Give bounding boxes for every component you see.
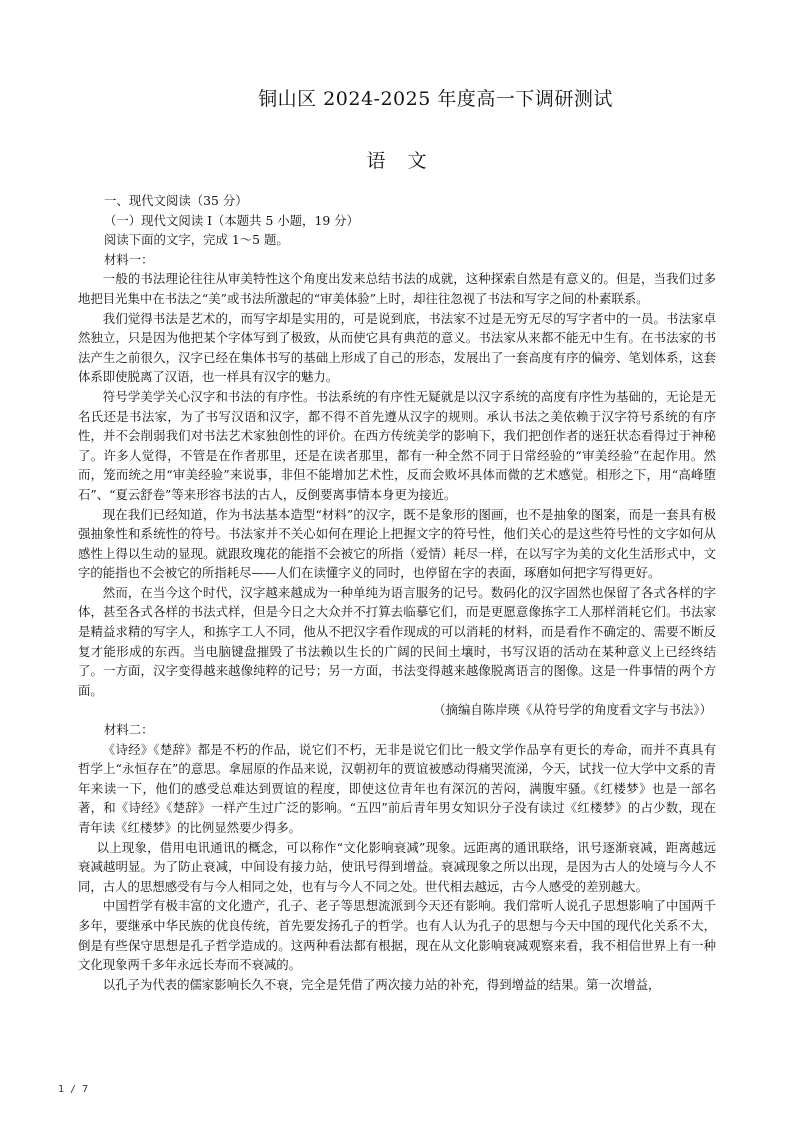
page-number: 1 / 7 (58, 1084, 89, 1095)
subsection-heading: （一）现代文阅读 I（本题共 5 小题，19 分） (104, 212, 359, 228)
material-two-paragraph: 以孔子为代表的儒家影响长久不衰，完全是凭借了两次接力站的补充，得到增益的结果。第一次增益， (102, 976, 661, 992)
reading-instruction: 阅读下面的文字，完成 1～5 题。 (104, 232, 289, 248)
material-one-paragraph: 一般的书法理论往往从审美特性这个角度出发来总结书法的成就，这种探索自然是有意义的。但是，当我们过多地把目光集中在书法之“美”或书法所激起的“审美体验”上时，却往往忽视了书法和写字之间的朴素联系。 (78, 271, 716, 306)
material-one-label: 材料一： (104, 251, 154, 267)
exam-title: 铜山区 2024-2025 年度高一下调研测试 (258, 88, 613, 110)
material-one-paragraph: 符号学美学关心汉字和书法的有序性。书法系统的有序性无疑就是以汉字系统的高度有序性为基础的，无论是无名氏还是书法家，为了书写汉语和汉字，都不得不首先遵从汉字的规则。承认书法之美依赖于汉字符号系统的有序性，并不会削弱我们对书法艺术家独创性的评价。在西方传统美学的影响下，我们把创作者的迷狂状态看得过于神秘了。许多人觉得，不管是在作者那里，还是在读者那里，都有一种全然不同于日常经验的“审美经验”在起作用。然而，笼而统之用“审美经验”来说事，非但不能增加艺术性，反而会败坏具体而微的艺术感觉。相形之下，用“高峰堕石”、“夏云舒卷”等来形容书法的古人，反倒要离事情本身更为接近。 (78, 388, 716, 502)
subject-title: 语文 (366, 150, 449, 172)
material-two-paragraph: 中国哲学有极丰富的文化遗产，孔子、老子等思想流派到今天还有影响。我们常听人说孔子思想影响了中国两千多年，要继承中华民族的优良传统，首先要发扬孔子的哲学。也有人认为孔子的思想与今天中国的现代化关系不大，倒是有些保守思想是孔子哲学造成的。这两种看法都有根据，现在从文化影响衰减观察来看，我不相信世界上有一种文化现象两千多年永远长寿而不衰减的。 (78, 898, 716, 973)
material-two-paragraph: 《诗经》《楚辞》都是不朽的作品，说它们不朽，无非是说它们比一般文学作品享有更长的寿命，而并不真具有哲学上“永恒存在”的意思。拿屈原的作品来说，汉朝初年的贾谊被感动得痛哭流涕，今天，试找一位大学中文系的青年来读一下，他们的感受总难达到贾谊的程度，即使这位青年也有深沉的苦闷，满腹牢骚。《红楼梦》也是一部名著，和《诗经》《楚辞》一样产生过广泛的影响。“五四”前后青年男女知识分子没有读过《红楼梦》的占少数，现在青年读《红楼梦》的比例显然要少得多。 (78, 741, 716, 835)
material-two-label: 材料二： (104, 722, 154, 738)
material-one-source: （摘编自陈岸瑛《从符号学的角度看文字与书法》） (433, 702, 712, 718)
exam-content (78, 191, 716, 994)
section-heading: 一、现代文阅读（35 分） (104, 193, 248, 208)
material-one-paragraph: 我们觉得书法是艺术的，而写字却是实用的，可是说到底，书法家不过是无穷无尽的写字者中的一员。书法家卓然独立，只是因为他把某个字体写到了极致，从而使它具有典范的意义。书法家从来都不能无中生有。在书法家的书法产生之前很久，汉字已经在集体书写的基础上形成了自己的形态，发展出了一套高度有序的偏旁、笔划体系，这套体系即使脱离了汉语，也一样具有汉字的魅力。 (78, 310, 716, 385)
material-one-paragraph: 现在我们已经知道，作为书法基本造型“材料”的汉字，既不是象形的图画，也不是抽象的图案，而是一套具有极强抽象性和系统性的符号。书法家并不关心如何在理论上把握文字的符号性，他们关心的是这些符号性的文字如何从感性上得以生动的显现。就跟玫瑰花的能指不会被它的所指（爱情）耗尽一样，在以写字为美的文化生活形式中，文字的能指也不会被它的所指耗尽——人们在读懂字义的同时，也停留在字的表面，琢磨如何把字写得更好。 (78, 506, 716, 581)
material-two-paragraph: 以上现象，借用电讯通讯的概念，可以称作“文化影响衰减”现象。远距离的通讯联络，讯号逐渐衰减，距离越远衰减越明显。为了防止衰减，中间设有接力站，使讯号得到增益。衰减现象之所以出现，是因为古人的处境与今人不同，古人的思想感受有与今人相同之处，也有与今人不同之处。世代相去越远，古今人感受的差别越大。 (78, 839, 716, 894)
material-one-paragraph: 然而，在当今这个时代，汉字越来越成为一种单纯为语言服务的记号。数码化的汉字固然也保留了各式各样的字体，甚至各式各样的书法式样，但是今日之大众并不打算去临摹它们，而是更愿意像拣字工人那样消耗它们。书法家是精益求精的写字人，和拣字工人不同，他从不把汉字看作现成的可以消耗的材料，而是看作不确定的、需要不断反复才能形成的东西。当电脑键盘摧毁了书法赖以生长的广阔的民间土壤时，书写汉语的活动在某种意义上已经终结了。一方面，汉字变得越来越像纯粹的记号；另一方面，书法变得越来越像脱离语言的图像。这是一件事情的两个方面。 (78, 584, 716, 698)
